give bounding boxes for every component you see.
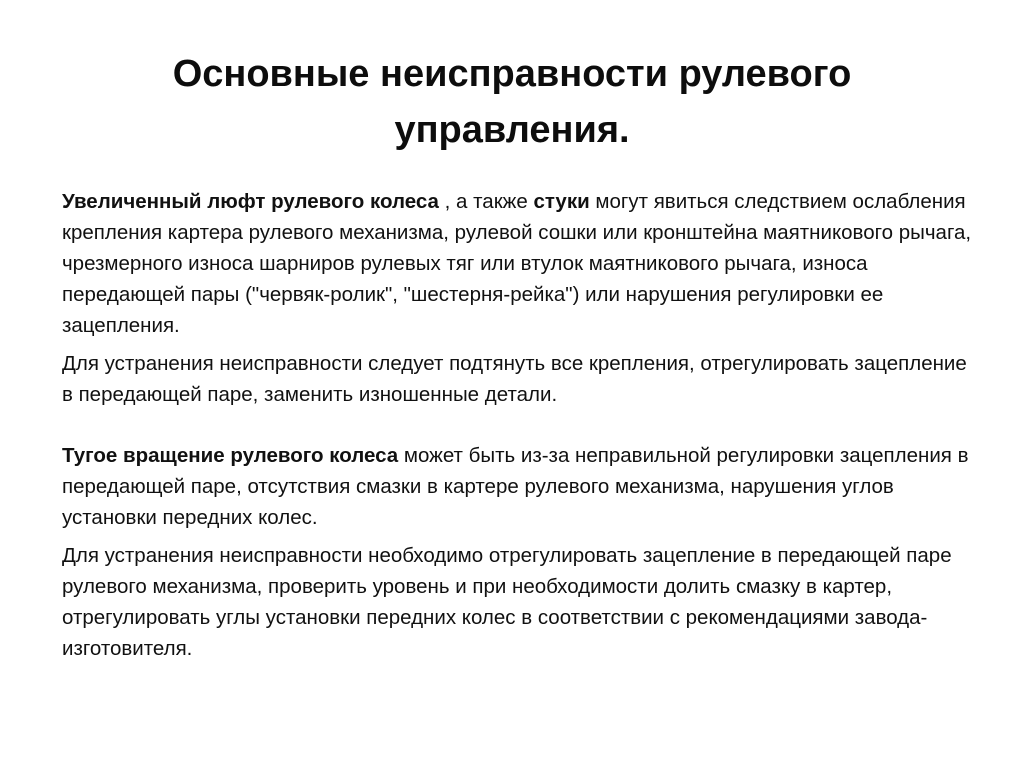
slide-title: [0, 46, 1024, 158]
section1-text1: , а также: [438, 190, 534, 213]
section-spacer: [62, 410, 972, 440]
title-line-1: Основные неисправности рулевого: [172, 53, 852, 95]
slide-body: [62, 186, 972, 664]
section2-paragraph2: Для устранения неисправности необходимо отрегулировать зацепление в передающей паре рулевого механизма, проверить уровень и при необходимости долить смазку в картер, отрегулировать углы установки передних колес в соответствии с рекомендациями завода-изготовителя.: [62, 544, 952, 660]
title-line-2: управления.: [394, 109, 630, 151]
section2-bold-term: Тугое вращение рулевого колеса: [62, 444, 399, 467]
section1-bold-term2: стуки: [533, 190, 590, 213]
section2-paragraph1: [62, 440, 972, 533]
section1-paragraph2: Для устранения неисправности следует подтянуть все крепления, отрегулировать зацепление в передающей паре, заменить изношенные детали.: [62, 352, 967, 406]
section1-bold-term1: Увеличенный люфт рулевого колеса: [62, 190, 439, 213]
section1-paragraph1: [62, 186, 972, 341]
section1-text2: могут явиться следствием ослабления крепления картера рулевого механизма, рулевой сошки или кронштейна маятникового рычага, чрезмерного износа шарниров рулевых тяг или втулок маятникового рычага, износа передающей пары ("червяк-ролик", "шестерня-рейка") или нарушения регулировки ее зацепления.: [62, 190, 972, 337]
section2-text1: может быть из-за неправильной регулировки зацепления в передающей паре, отсутствия смазки в картере рулевого механизма, нарушения углов установки передних колес.: [62, 444, 969, 529]
